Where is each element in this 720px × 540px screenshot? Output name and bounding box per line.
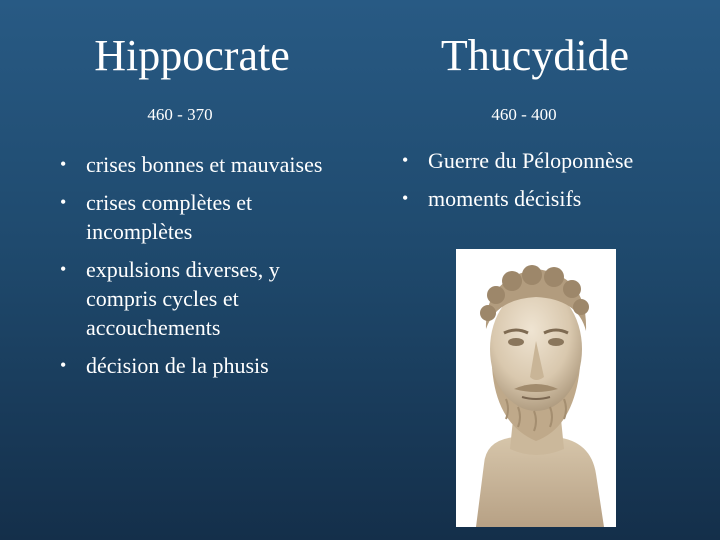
list-item bbox=[56, 188, 356, 246]
list-item-text: décision de la phusis bbox=[86, 353, 269, 378]
bullet-icon: • bbox=[402, 150, 409, 170]
hippocrate-dates: 460 - 370 bbox=[147, 105, 213, 124]
hippocrate-bullet-list bbox=[56, 150, 356, 389]
bullet-icon: • bbox=[402, 188, 409, 208]
list-item-text: moments décisifs bbox=[428, 186, 582, 211]
list-item-text: expulsions diverses, y compris cycles et accouchements bbox=[86, 257, 280, 340]
list-item-text: crises bonnes et mauvaises bbox=[86, 152, 323, 177]
hippocrate-title: Hippocrate bbox=[94, 31, 290, 80]
thucydide-dates: 460 - 400 bbox=[491, 105, 557, 124]
list-item bbox=[56, 150, 356, 179]
thucydides-bust-image bbox=[456, 249, 616, 527]
list-item bbox=[398, 146, 718, 175]
thucydide-bullet-list bbox=[398, 146, 718, 222]
thucydide-title: Thucydide bbox=[440, 31, 630, 80]
bust-illustration bbox=[456, 249, 616, 527]
bullet-icon: • bbox=[60, 192, 67, 212]
list-item bbox=[56, 255, 356, 342]
list-item-text: Guerre du Péloponnèse bbox=[428, 148, 634, 173]
bullet-icon: • bbox=[60, 259, 67, 279]
list-item bbox=[56, 351, 356, 380]
bullet-icon: • bbox=[60, 154, 67, 174]
list-item bbox=[398, 184, 718, 213]
bullet-icon: • bbox=[60, 355, 67, 375]
list-item-text: crises complètes et incomplètes bbox=[86, 190, 253, 244]
